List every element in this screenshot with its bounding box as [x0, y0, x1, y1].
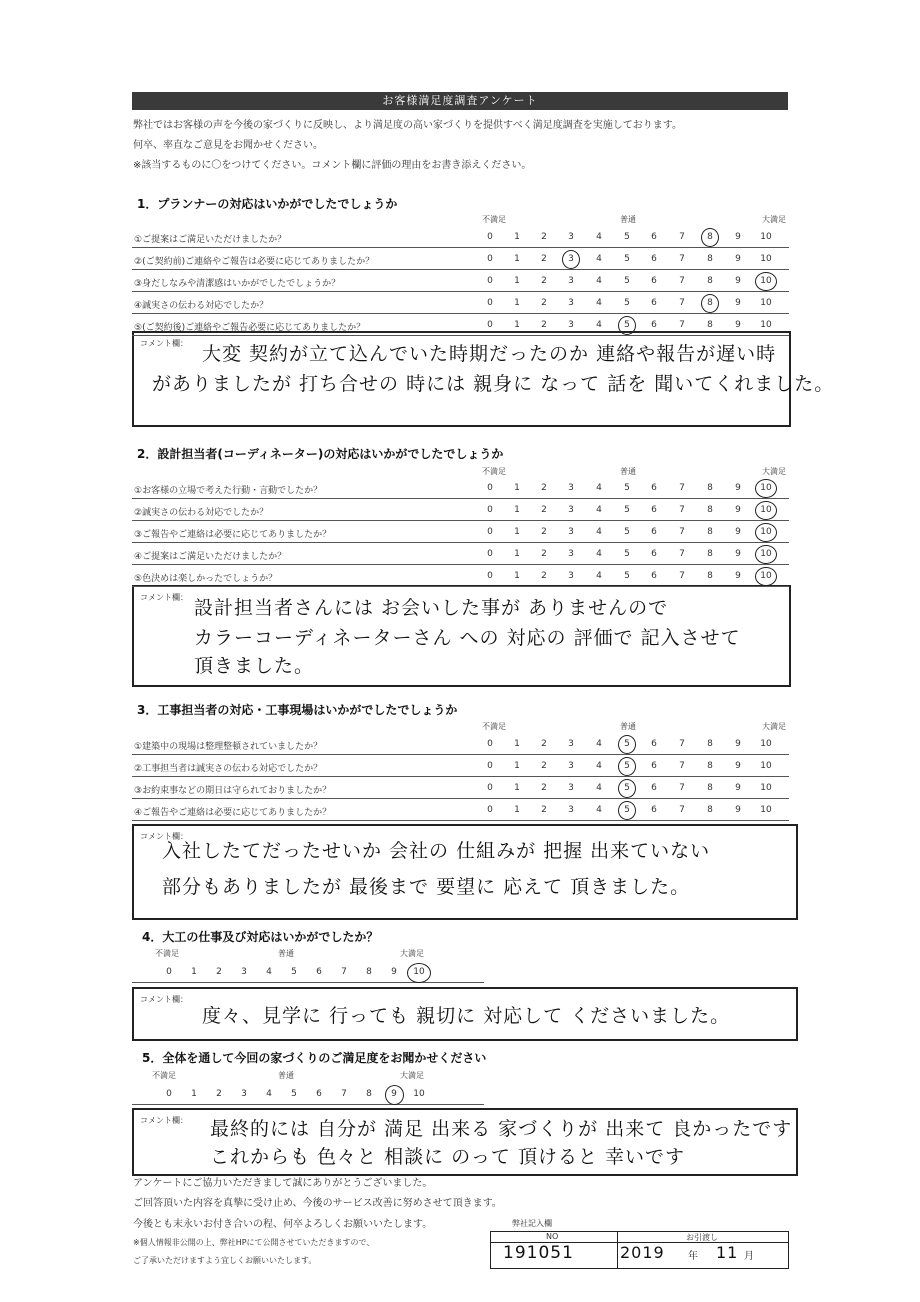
selected-rating-circle	[701, 228, 719, 247]
office-no-value: 191051	[503, 1243, 574, 1263]
section-5-comment-line-1: 最終的には 自分が 満足 出来る 家づくりが 出来て 良かったです	[210, 1118, 793, 1140]
question-row	[132, 566, 789, 587]
selected-rating-circle	[618, 735, 636, 754]
rating-option[interactable]: 4	[596, 527, 602, 537]
rating-option[interactable]: 10	[760, 783, 772, 793]
rating-option[interactable]: 8	[707, 298, 713, 308]
question-row	[132, 800, 789, 821]
question-row	[132, 756, 789, 777]
footer-line-1: アンケートにご協力いただきまして誠にありがとうございました。	[133, 1178, 433, 1189]
rating-option[interactable]: 2	[216, 1089, 222, 1099]
rating-option[interactable]: 10	[760, 276, 772, 286]
section-3-comment-box	[132, 824, 798, 920]
rating-option[interactable]: 4	[596, 761, 602, 771]
rating-option[interactable]: 1	[514, 805, 520, 815]
rating-option[interactable]: 10	[760, 232, 772, 242]
rating-option[interactable]: 2	[541, 298, 547, 308]
rating-option[interactable]: 1	[514, 739, 520, 749]
rating-option[interactable]: 3	[568, 483, 574, 493]
selected-rating-circle	[618, 757, 636, 776]
rating-option[interactable]: 9	[735, 505, 741, 515]
rating-option[interactable]: 8	[366, 967, 372, 977]
section-3-comment-line-1: 入社したてだったせいか 会社の 仕組みが 把握 出来ていない	[162, 840, 711, 862]
rating-option[interactable]: 3	[241, 1089, 247, 1099]
rating-option[interactable]: 8	[707, 254, 713, 264]
selected-rating-circle	[755, 272, 777, 291]
rating-option[interactable]: 10	[760, 254, 772, 264]
rating-option[interactable]: 9	[735, 783, 741, 793]
rating-option[interactable]: 1	[191, 1089, 197, 1099]
rating-option[interactable]: 3	[241, 967, 247, 977]
rating-option[interactable]: 0	[487, 254, 493, 264]
rating-option[interactable]: 6	[651, 527, 657, 537]
rating-option[interactable]: 5	[624, 549, 630, 559]
selected-rating-circle	[407, 963, 431, 983]
rating-option[interactable]: 2	[541, 276, 547, 286]
rating-option[interactable]: 10	[413, 967, 425, 977]
rating-option[interactable]: 0	[487, 505, 493, 515]
rating-option[interactable]: 8	[366, 1089, 372, 1099]
rating-option[interactable]: 0	[487, 739, 493, 749]
section-2-comment-line-1: 設計担当者さんには お会いした事が ありませんので	[194, 597, 669, 619]
rating-option[interactable]: 7	[679, 527, 685, 537]
section-5-comment-line-2: これからも 色々と 相談に のって 頂けると 幸いです	[210, 1146, 686, 1168]
rating-option[interactable]: 0	[487, 232, 493, 242]
rating-option[interactable]: 3	[568, 571, 574, 581]
comment-label: コメント欄：	[140, 1116, 188, 1125]
rating-option[interactable]: 3	[568, 739, 574, 749]
rating-option[interactable]: 4	[266, 1089, 272, 1099]
note-line-1: ※個人情報非公開の上、弊社HPにて公開させていただきますので、	[133, 1238, 375, 1247]
rating-option[interactable]: 10	[760, 505, 772, 515]
rating-option[interactable]: 6	[651, 739, 657, 749]
rating-option[interactable]: 3	[568, 505, 574, 515]
rating-option[interactable]: 10	[413, 1089, 425, 1099]
section-2-comment-line-2: カラーコーディネーターさん への 対応の 評価で 記入させて	[194, 627, 741, 649]
rating-option[interactable]: 0	[166, 1089, 172, 1099]
rating-option[interactable]: 3	[568, 783, 574, 793]
rating-option[interactable]: 1	[514, 549, 520, 559]
question-text: ⑤(ご契約後)ご連絡やご報告必要に応じてありましたか？	[134, 323, 366, 333]
rating-option[interactable]: 9	[735, 739, 741, 749]
section-4-comment-line-1: 度々、見学に 行っても 親切に 対応して くださいました。	[202, 1005, 731, 1027]
rating-option[interactable]: 3	[568, 527, 574, 537]
rating-option[interactable]: 2	[541, 571, 547, 581]
rating-option[interactable]: 2	[541, 505, 547, 515]
comment-label: コメント欄：	[140, 832, 188, 841]
selected-rating-circle	[618, 316, 636, 335]
comment-label: コメント欄：	[140, 995, 188, 1004]
selected-rating-circle	[755, 523, 777, 542]
rating-option[interactable]: 6	[651, 805, 657, 815]
scale-mid-label: 普通	[620, 215, 636, 224]
rating-option[interactable]: 7	[679, 571, 685, 581]
rating-option[interactable]: 3	[568, 761, 574, 771]
selected-rating-circle	[755, 479, 777, 498]
section-1-comment-box	[132, 331, 835, 427]
rating-option[interactable]: 4	[596, 739, 602, 749]
rating-option[interactable]: 10	[760, 483, 772, 493]
rating-option[interactable]: 8	[707, 571, 713, 581]
rating-option[interactable]: 1	[514, 232, 520, 242]
rating-option[interactable]: 4	[596, 549, 602, 559]
rating-option[interactable]: 2	[541, 761, 547, 771]
rating-option[interactable]: 3	[568, 805, 574, 815]
rating-option[interactable]: 8	[707, 527, 713, 537]
rating-option[interactable]: 6	[651, 761, 657, 771]
rating-option[interactable]: 9	[735, 254, 741, 264]
rating-option[interactable]: 8	[707, 761, 713, 771]
rating-option[interactable]: 7	[679, 276, 685, 286]
rating-option[interactable]: 10	[760, 527, 772, 537]
rating-option[interactable]: 4	[596, 483, 602, 493]
rating-option[interactable]: 3	[568, 232, 574, 242]
section-5-title: 5．全体を通して今回の家づくりのご満足度をお聞かせください	[142, 1051, 487, 1065]
section-4-rating-row	[132, 962, 484, 983]
question-text: ④ご提案はご満足いただけましたか？	[134, 552, 287, 562]
rating-option[interactable]: 9	[735, 276, 741, 286]
selected-rating-circle	[755, 501, 777, 520]
rating-option[interactable]: 5	[624, 483, 630, 493]
section-2-comment-box	[132, 585, 791, 687]
question-text: ②(ご契約前)ご連絡やご報告は必要に応じてありましたか？	[134, 257, 375, 267]
rating-option[interactable]: 4	[596, 232, 602, 242]
scale-low-label: 不満足	[155, 949, 179, 958]
rating-option[interactable]: 7	[341, 967, 347, 977]
rating-option[interactable]: 6	[651, 232, 657, 242]
rating-option[interactable]: 1	[514, 505, 520, 515]
rating-option[interactable]: 10	[760, 761, 772, 771]
rating-option[interactable]: 1	[514, 761, 520, 771]
scale-mid-label: 普通	[620, 467, 636, 476]
rating-option[interactable]: 9	[735, 320, 741, 330]
rating-option[interactable]: 2	[541, 320, 547, 330]
rating-option[interactable]: 2	[541, 739, 547, 749]
rating-option[interactable]: 10	[760, 549, 772, 559]
intro-line-3: ※該当するものに〇をつけてください。コメント欄に評価の理由をお書き添えください。	[133, 160, 532, 171]
rating-option[interactable]: 9	[391, 967, 397, 977]
rating-option[interactable]: 2	[541, 254, 547, 264]
office-delivery-box	[616, 1231, 789, 1269]
office-year-value: 2019	[620, 1243, 665, 1262]
question-text: ③ご報告やご連絡は必要に応じてありましたか？	[134, 530, 332, 540]
rating-option[interactable]: 2	[216, 967, 222, 977]
rating-option[interactable]: 8	[707, 739, 713, 749]
question-text: ⑤色決めは楽しかったでしょうか？	[134, 574, 278, 584]
rating-option[interactable]: 9	[735, 298, 741, 308]
office-month-unit: 月	[744, 1251, 754, 1262]
question-row	[132, 478, 789, 499]
rating-option[interactable]: 2	[541, 527, 547, 537]
selected-rating-circle	[755, 567, 777, 586]
rating-option[interactable]: 6	[651, 783, 657, 793]
section-5-rating-row	[132, 1084, 484, 1105]
question-row	[132, 271, 789, 292]
rating-option[interactable]: 1	[514, 276, 520, 286]
rating-option[interactable]: 1	[191, 967, 197, 977]
rating-option[interactable]: 2	[541, 549, 547, 559]
question-row	[132, 778, 789, 799]
rating-option[interactable]: 8	[707, 483, 713, 493]
scale-low-label: 不満足	[482, 215, 506, 224]
rating-option[interactable]: 3	[568, 549, 574, 559]
footer-line-3: 今後とも末永いお付き合いの程、何卒よろしくお願いいたします。	[133, 1219, 433, 1230]
rating-option[interactable]: 6	[651, 505, 657, 515]
rating-option[interactable]: 10	[760, 298, 772, 308]
scale-high-label: 大満足	[762, 215, 786, 224]
rating-option[interactable]: 7	[679, 254, 685, 264]
section-4-comment-box	[132, 987, 798, 1041]
rating-option[interactable]: 10	[760, 739, 772, 749]
rating-option[interactable]: 0	[487, 483, 493, 493]
rating-option[interactable]: 7	[679, 805, 685, 815]
rating-option[interactable]: 4	[596, 254, 602, 264]
question-text: ④ご報告やご連絡は必要に応じてありましたか？	[134, 808, 332, 818]
scale-low-label: 不満足	[152, 1071, 176, 1080]
question-text: ②工事担当者は誠実さの伝わる対応でしたか？	[134, 764, 323, 774]
question-text: ④誠実さの伝わる対応でしたか？	[134, 301, 269, 311]
rating-option[interactable]: 3	[568, 298, 574, 308]
rating-option[interactable]: 5	[291, 1089, 297, 1099]
comment-label: コメント欄：	[140, 339, 188, 348]
note-line-2: ご了承いただけますよう宜しくお願いいたします。	[133, 1256, 317, 1265]
question-text: ①建築中の現場は整理整頓されていましたか？	[134, 742, 323, 752]
rating-option[interactable]: 9	[391, 1089, 397, 1099]
selected-rating-circle	[701, 294, 719, 313]
section-5-comment-box	[132, 1108, 798, 1176]
rating-option[interactable]: 7	[341, 1089, 347, 1099]
rating-option[interactable]: 0	[487, 527, 493, 537]
rating-option[interactable]: 9	[735, 232, 741, 242]
rating-option[interactable]: 0	[487, 298, 493, 308]
rating-option[interactable]: 3	[568, 320, 574, 330]
question-row	[132, 293, 789, 314]
question-text: ①お客様の立場で考えた行動・言動でしたか？	[134, 486, 323, 496]
section-3-title: 3．工事担当者の対応・工事現場はいかがでしたでしょうか	[137, 703, 458, 717]
rating-option[interactable]: 5	[624, 298, 630, 308]
rating-option[interactable]: 9	[735, 761, 741, 771]
selected-rating-circle	[618, 779, 636, 798]
rating-option[interactable]: 4	[596, 505, 602, 515]
rating-option[interactable]: 0	[166, 967, 172, 977]
comment-label: コメント欄：	[140, 593, 188, 602]
rating-option[interactable]: 5	[291, 967, 297, 977]
scale-high-label: 大満足	[762, 467, 786, 476]
office-year-unit: 年	[688, 1251, 698, 1262]
rating-option[interactable]: 6	[651, 571, 657, 581]
rating-option[interactable]: 3	[568, 254, 574, 264]
rating-option[interactable]: 10	[760, 320, 772, 330]
rating-option[interactable]: 6	[651, 276, 657, 286]
selected-rating-circle	[755, 545, 777, 564]
rating-option[interactable]: 4	[596, 805, 602, 815]
rating-option[interactable]: 0	[487, 276, 493, 286]
rating-option[interactable]: 7	[679, 761, 685, 771]
rating-option[interactable]: 10	[760, 571, 772, 581]
office-month-value: 11	[716, 1243, 739, 1262]
rating-option[interactable]: 8	[707, 320, 713, 330]
rating-option[interactable]: 5	[624, 320, 630, 330]
rating-option[interactable]: 4	[596, 298, 602, 308]
rating-option[interactable]: 9	[735, 483, 741, 493]
rating-option[interactable]: 1	[514, 571, 520, 581]
office-no-box	[490, 1231, 618, 1269]
intro-line-2: 何卒、率直なご意見をお聞かせください。	[133, 140, 323, 151]
rating-option[interactable]: 4	[596, 783, 602, 793]
rating-option[interactable]: 8	[707, 549, 713, 559]
footer-line-2: ご回答頂いた内容を真摯に受け止め、今後のサービス改善に努めさせて頂きます。	[133, 1198, 502, 1209]
section-4-title: 4．大工の仕事及び対応はいかがでしたか？	[142, 930, 379, 944]
rating-option[interactable]: 6	[651, 549, 657, 559]
rating-option[interactable]: 5	[624, 805, 630, 815]
rating-option[interactable]: 8	[707, 805, 713, 815]
rating-option[interactable]: 1	[514, 254, 520, 264]
scale-high-label: 大満足	[400, 1071, 424, 1080]
survey-title: お客様満足度調査アンケート	[132, 92, 788, 110]
rating-option[interactable]: 5	[624, 276, 630, 286]
rating-option[interactable]: 9	[735, 549, 741, 559]
rating-option[interactable]: 5	[624, 527, 630, 537]
scale-high-label: 大満足	[762, 722, 786, 731]
rating-option[interactable]: 6	[651, 320, 657, 330]
rating-option[interactable]: 1	[514, 783, 520, 793]
section-2-comment-line-3: 頂きました。	[194, 655, 315, 677]
rating-option[interactable]: 1	[514, 298, 520, 308]
scale-mid-label: 普通	[278, 1071, 294, 1080]
office-delivery-label: お引渡し	[686, 1233, 718, 1242]
rating-option[interactable]: 5	[624, 739, 630, 749]
rating-option[interactable]: 5	[624, 232, 630, 242]
section-1-title: 1．プランナーの対応はいかがでしたでしょうか	[137, 197, 398, 211]
rating-option[interactable]: 8	[707, 783, 713, 793]
rating-option[interactable]: 0	[487, 761, 493, 771]
rating-option[interactable]: 4	[266, 967, 272, 977]
rating-option[interactable]: 7	[679, 483, 685, 493]
rating-option[interactable]: 4	[596, 571, 602, 581]
rating-option[interactable]: 7	[679, 783, 685, 793]
rating-option[interactable]: 7	[679, 320, 685, 330]
rating-option[interactable]: 9	[735, 527, 741, 537]
scale-mid-label: 普通	[278, 949, 294, 958]
question-row	[132, 522, 789, 543]
intro-line-1: 弊社ではお客様の声を今後の家づくりに反映し、より満足度の高い家づくりを提供すべく満足度調査を実施しております。	[133, 120, 682, 131]
rating-option[interactable]: 0	[487, 549, 493, 559]
rating-option[interactable]: 5	[624, 254, 630, 264]
rating-option[interactable]: 1	[514, 483, 520, 493]
rating-option[interactable]: 3	[568, 276, 574, 286]
rating-option[interactable]: 5	[624, 783, 630, 793]
rating-option[interactable]: 6	[651, 483, 657, 493]
scale-mid-label: 普通	[620, 722, 636, 731]
rating-option[interactable]: 1	[514, 527, 520, 537]
office-use-label: 弊社記入欄	[512, 1219, 552, 1228]
rating-option[interactable]: 5	[624, 761, 630, 771]
question-row	[132, 500, 789, 521]
question-row	[132, 315, 789, 336]
rating-option[interactable]: 7	[679, 549, 685, 559]
question-row	[132, 734, 789, 755]
rating-option[interactable]: 6	[316, 967, 322, 977]
question-text: ②誠実さの伝わる対応でしたか？	[134, 508, 269, 518]
rating-option[interactable]: 0	[487, 320, 493, 330]
rating-option[interactable]: 1	[514, 320, 520, 330]
rating-option[interactable]: 6	[316, 1089, 322, 1099]
question-text: ③身だしなみや清潔感はいかがでしたでしょうか？	[134, 279, 341, 289]
rating-option[interactable]: 7	[679, 232, 685, 242]
rating-option[interactable]: 8	[707, 505, 713, 515]
section-2-title: 2．設計担当者(コーディネーター)の対応はいかがでしたでしょうか	[137, 447, 504, 461]
rating-option[interactable]: 4	[596, 320, 602, 330]
rating-option[interactable]: 0	[487, 571, 493, 581]
office-no-label: NO	[546, 1232, 559, 1241]
section-1-comment-line-2: がありましたが 打ち合せの 時には 親身に なって 話を 聞いてくれました。	[152, 373, 835, 395]
rating-option[interactable]: 6	[651, 254, 657, 264]
selected-rating-circle	[618, 801, 636, 820]
scale-low-label: 不満足	[482, 722, 506, 731]
rating-option[interactable]: 7	[679, 739, 685, 749]
selected-rating-circle	[562, 250, 580, 269]
scale-high-label: 大満足	[400, 949, 424, 958]
question-text: ①ご提案はご満足いただけましたか？	[134, 235, 287, 245]
rating-option[interactable]: 5	[624, 571, 630, 581]
question-text: ③お約束事などの期日は守られておりましたか？	[134, 786, 332, 796]
rating-option[interactable]: 7	[679, 505, 685, 515]
rating-option[interactable]: 10	[760, 805, 772, 815]
section-1-comment-line-1: 大変 契約が立て込んでいた時期だったのか 連絡や報告が遅い時	[202, 343, 777, 365]
rating-option[interactable]: 2	[541, 805, 547, 815]
section-3-comment-line-2: 部分もありましたが 最後まで 要望に 応えて 頂きました。	[162, 876, 691, 898]
rating-option[interactable]: 8	[707, 276, 713, 286]
question-row	[132, 249, 789, 270]
rating-option[interactable]: 2	[541, 232, 547, 242]
rating-option[interactable]: 6	[651, 298, 657, 308]
rating-option[interactable]: 2	[541, 783, 547, 793]
rating-option[interactable]: 4	[596, 276, 602, 286]
question-row	[132, 544, 789, 565]
selected-rating-circle	[385, 1085, 404, 1105]
rating-option[interactable]: 8	[707, 232, 713, 242]
rating-option[interactable]: 0	[487, 783, 493, 793]
rating-option[interactable]: 7	[679, 298, 685, 308]
scale-low-label: 不満足	[482, 467, 506, 476]
rating-option[interactable]: 0	[487, 805, 493, 815]
rating-option[interactable]: 9	[735, 805, 741, 815]
rating-option[interactable]: 2	[541, 483, 547, 493]
question-row	[132, 227, 789, 248]
rating-option[interactable]: 9	[735, 571, 741, 581]
rating-option[interactable]: 5	[624, 505, 630, 515]
